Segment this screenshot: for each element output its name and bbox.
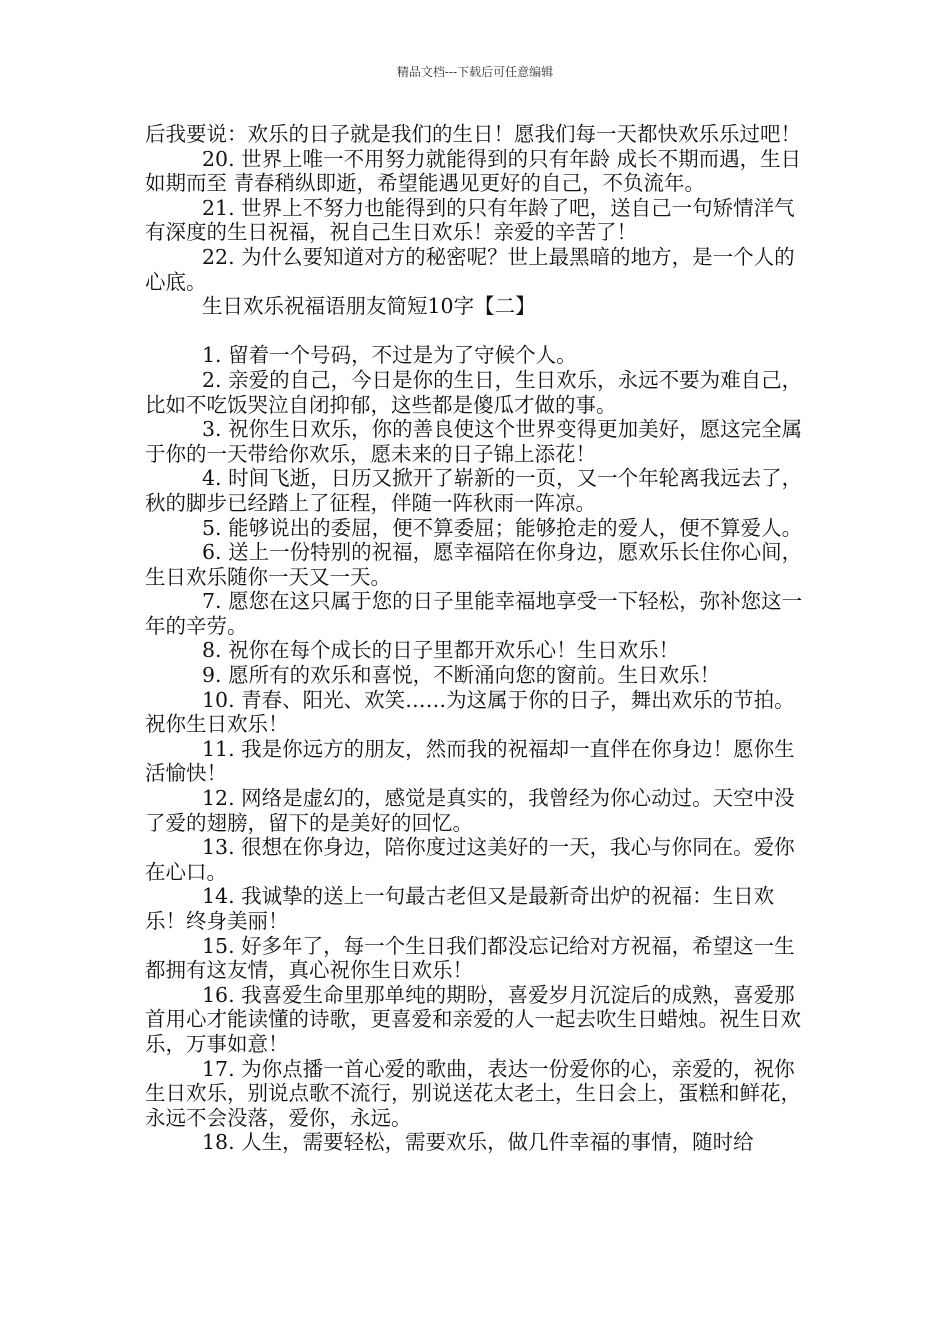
paragraph: 16. 我喜爱生命里那单纯的期盼，喜爱岁月沉淀后的成熟，喜爱那首用心才能读懂的诗歌，更喜爱和亲爱的人一起去吹生日蜡烛。祝生日欢乐，万事如意！ (145, 982, 801, 1056)
paragraph: 生日欢乐祝福语朋友简短10字【二】 (202, 294, 536, 319)
paragraph: 20. 世界上唯一不用努力就能得到的只有年龄 成长不期而遇，生日如期而至 青春稍纵即逝，希望能遇见更好的自己，不负流年。 (145, 146, 802, 196)
paragraph: 13. 很想在你身边，陪你度过这美好的一天，我心与你同在。爱你在心口。 (145, 835, 795, 884)
paragraph: 3. 祝你生日欢乐，你的善良使这个世界变得更加美好，愿这完全属于你的一天带给你欢乐，愿未来的日子锦上添花！ (145, 417, 803, 466)
paragraph: 4. 时间飞逝，日历又掀开了崭新的一页，又一个年轮离我远去了，秋的脚步已经踏上了征程，伴随一阵秋雨一阵凉。 (145, 466, 803, 515)
paragraph: 8. 祝你在每个成长的日子里都开欢乐心！生日欢乐！ (202, 638, 680, 663)
blank-line (145, 319, 813, 344)
paragraph: 14. 我诚挚的送上一句最古老但又是最新奇出炉的祝福：生日欢乐！终身美丽！ (145, 884, 775, 933)
paragraph: 12. 网络是虚幻的，感觉是真实的，我曾经为你心动过。天空中没了爱的翅膀，留下的是美好的回忆。 (145, 786, 795, 835)
paragraph: 5. 能够说出的委屈，便不算委屈；能够抢走的爱人，便不算爱人。 (202, 515, 803, 540)
paragraph: 18. 人生，需要轻松，需要欢乐，做几件幸福的事情，随时给 (202, 1130, 754, 1155)
paragraph: 9. 愿所有的欢乐和喜悦，不断涌向您的窗前。生日欢乐！ (202, 663, 721, 688)
paragraph: 2. 亲爱的自己，今日是你的生日，生日欢乐，永远不要为难自己，比如不吃饭哭泣自闭抑郁，这些都是傻瓜才做的事。 (145, 367, 803, 417)
page-header: 精品文档---下载后可任意编辑 (396, 65, 554, 79)
paragraph: 后我要说：欢乐的日子就是我们的生日！愿我们每一天都快欢乐乐过吧！ (145, 122, 801, 146)
paragraph: 7. 愿您在这只属于您的日子里能幸福地享受一下轻松，弥补您这一年的辛劳。 (145, 589, 803, 638)
paragraph: 22. 为什么要知道对方的秘密呢？世上最黑暗的地方，是一个人的心底。 (145, 244, 795, 294)
paragraph: 11. 我是你远方的朋友，然而我的祝福却一直伴在你身边！愿你生活愉快！ (145, 736, 795, 786)
paragraph: 10. 青春、阳光、欢笑……为这属于你的日子，舞出欢乐的节拍。祝你生日欢乐！ (145, 687, 795, 737)
paragraph: 1. 留着一个号码，不过是为了守候个人。 (202, 343, 577, 368)
paragraph: 21. 世界上不努力也能得到的只有年龄了吧，送自己一句矫情洋气有深度的生日祝福，祝自己生日欢乐！亲爱的辛苦了！ (145, 195, 795, 245)
paragraph: 15. 好多年了，每一个生日我们都没忘记给对方祝福，希望这一生都拥有这友情，真心祝你生日欢乐！ (145, 933, 795, 983)
paragraph: 6. 送上一份特别的祝福，愿幸福陪在你身边，愿欢乐长住你心间，生日欢乐随你一天又一天。 (145, 540, 803, 589)
document-body (145, 122, 813, 1155)
paragraph: 17. 为你点播一首心爱的歌曲，表达一份爱你的心，亲爱的，祝你生日欢乐，别说点歌不流行，别说送花太老土，生日会上，蛋糕和鲜花，永远不会没落，爱你，永远。 (145, 1056, 801, 1130)
